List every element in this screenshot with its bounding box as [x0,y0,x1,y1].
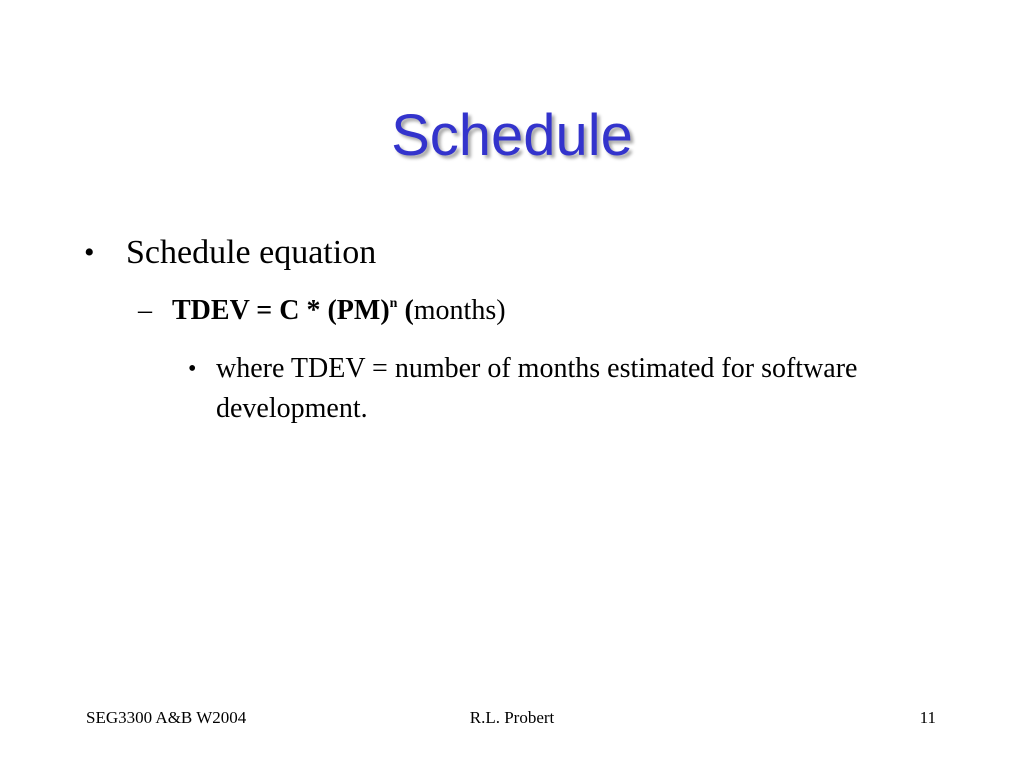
bullet-level2 [138,292,506,330]
dash-marker: – [138,295,152,326]
equation-paren: ( [397,295,414,326]
bullet-marker: • [188,356,197,382]
equation-text [172,292,506,330]
bullet-marker: • [84,236,95,269]
equation-formula: TDEV = C * (PM) [172,295,390,326]
footer-course: SEG3300 A&B W2004 [86,708,247,727]
footer-page-number: 11 [919,708,936,727]
bullet-level3 [188,349,908,429]
footer-author: R.L. Probert [469,708,555,727]
equation-exponent: n [389,296,398,311]
bullet-level1-text: Schedule equation [126,234,377,271]
equation-units: months) [413,295,506,326]
slide-title: Schedule [391,103,633,168]
bullet-level3-text: where TDEV = number of months estimated for software development. [216,353,858,424]
bullet-level1 [84,230,376,276]
